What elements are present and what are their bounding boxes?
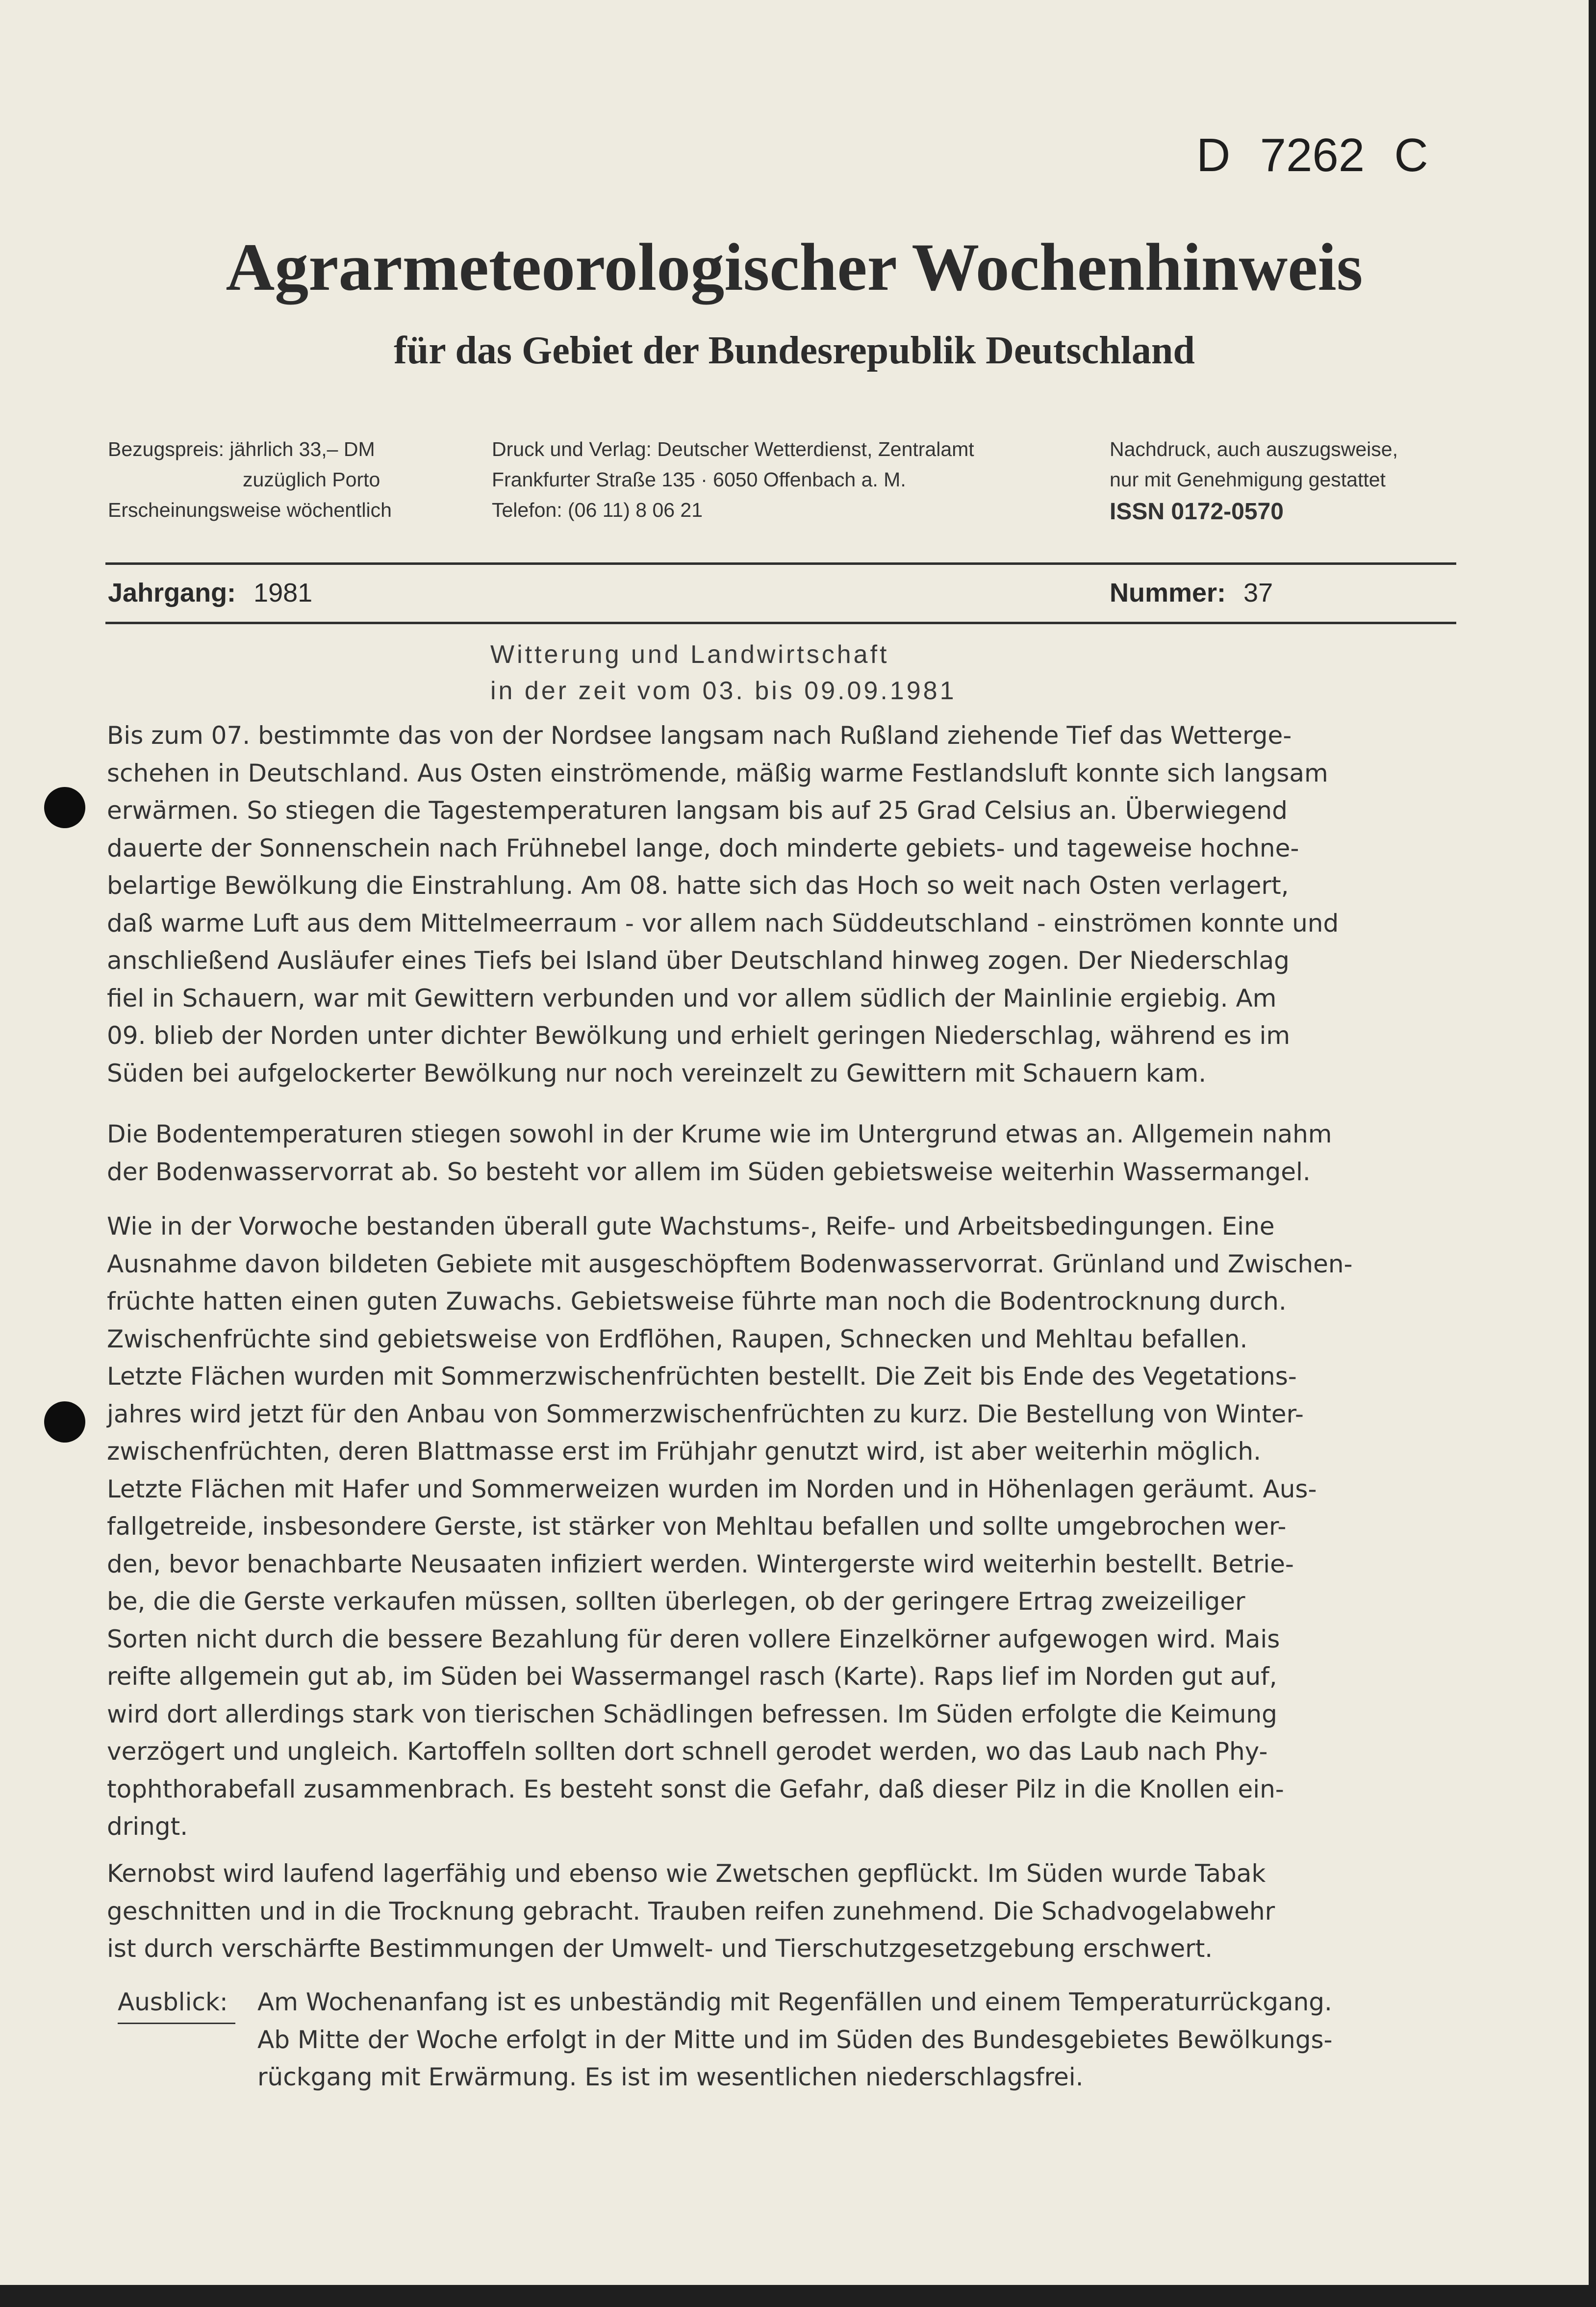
text-line: Zwischenfrüchte sind gebietsweise von Erdflöhen, Raupen, Schnecken und Mehltau befallen. — [107, 1324, 1248, 1353]
text-line: Ab Mitte der Woche erfolgt in der Mitte und im Süden des Bundesgebietes Bewölkungs- — [257, 2025, 1333, 2054]
publisher-info — [492, 434, 974, 525]
paragraph-crops — [107, 1208, 1460, 1846]
outlook-underline — [118, 2023, 235, 2024]
text-line: Süden bei aufgelockerter Bewölkung nur noch vereinzelt zu Gewittern mit Schauern kam. — [107, 1059, 1207, 1088]
publication-code: D 7262 C — [1196, 129, 1428, 181]
text-line: Wie in der Vorwoche bestanden überall gute Wachstums-, Reife- und Arbeitsbedingungen. Eine — [107, 1212, 1275, 1241]
text-line: der Bodenwasservorrat ab. So besteht vor allem im Süden gebietsweise weiterhin Wassermangel. — [107, 1157, 1311, 1186]
phone-line: Telefon: (06 11) 8 06 21 — [492, 499, 703, 521]
text-line: Sorten nicht durch die bessere Bezahlung für deren vollere Einzelkörner aufgewogen wird. Mais — [107, 1624, 1280, 1653]
year-label: Jahrgang: — [108, 578, 236, 608]
paragraph-fruit — [107, 1855, 1460, 1968]
text-line: fallgetreide, insbesondere Gerste, ist stärker von Mehltau befallen und sollte umgebrochen wer- — [107, 1512, 1287, 1541]
rights-info — [1110, 434, 1398, 527]
issue-number-field — [1110, 578, 1273, 608]
heading-dates: in der zeit vom 03. bis 09.09.1981 — [490, 677, 957, 705]
document-subtitle: für das Gebiet der Bundesrepublik Deutschland — [394, 329, 1195, 372]
text-line: zwischenfrüchten, deren Blattmasse erst im Frühjahr genutzt wird, ist aber weiterhin möglich. — [107, 1437, 1262, 1466]
text-line: belartige Bewölkung die Einstrahlung. Am 08. hatte sich das Hoch so weit nach Osten verlagert, — [107, 871, 1289, 900]
punch-hole — [44, 787, 85, 828]
divider-bottom — [105, 622, 1456, 624]
document-title: Agrarmeteorologischer Wochenhinweis — [226, 229, 1363, 304]
paragraph-text — [107, 1855, 1460, 1968]
text-line: reifte allgemein gut ab, im Süden bei Wassermangel rasch (Karte). Raps lief im Norden gut auf, — [107, 1662, 1277, 1691]
issn: ISSN 0172-0570 — [1110, 499, 1284, 525]
text-line: früchte hatten einen guten Zuwachs. Gebietsweise führte man noch die Bodentrocknung durch. — [107, 1287, 1287, 1316]
text-line: Ausnahme davon bildeten Gebiete mit ausgeschöpftem Bodenwasservorrat. Grünland und Zwischen- — [107, 1249, 1353, 1278]
text-line: wird dort allerdings stark von tierischen Schädlingen befressen. Im Süden erfolgte die Keimung — [107, 1699, 1277, 1728]
year-field — [108, 578, 312, 608]
text-line: fiel in Schauern, war mit Gewittern verbunden und vor allem südlich der Mainlinie ergiebig. Am — [107, 984, 1277, 1013]
paragraph-soil — [107, 1115, 1460, 1191]
text-line: anschließend Ausläufer eines Tiefs bei Island über Deutschland hinweg zogen. Der Niederschlag — [107, 946, 1290, 975]
subscription-info — [108, 434, 392, 525]
text-line: Bis zum 07. bestimmte das von der Nordsee langsam nach Rußland ziehende Tief das Wetterge- — [107, 721, 1292, 750]
number-label: Nummer: — [1110, 578, 1226, 608]
text-line: dringt. — [107, 1812, 188, 1841]
text-line: Die Bodentemperaturen stiegen sowohl in der Krume wie im Untergrund etwas an. Allgemein nahm — [107, 1120, 1332, 1148]
text-line: daß warme Luft aus dem Mittelmeerraum - vor allem nach Süddeutschland - einströmen konnte und — [107, 909, 1339, 938]
text-line: ist durch verschärfte Bestimmungen der Umwelt- und Tierschutzgesetzgebung erschwert. — [107, 1934, 1213, 1963]
paragraph-text — [107, 717, 1460, 1092]
address-line: Frankfurter Straße 135 · 6050 Offenbach a. M. — [492, 468, 906, 491]
reprint-line: Nachdruck, auch auszugsweise, — [1110, 438, 1398, 460]
punch-hole — [44, 1401, 85, 1443]
permission-line: nur mit Genehmigung gestattet — [1110, 468, 1386, 491]
divider-top — [105, 562, 1456, 565]
text-line: Kernobst wird laufend lagerfähig und ebenso wie Zwetschen gepflückt. Im Süden wurde Tabak — [107, 1859, 1266, 1888]
postage-line: zuzüglich Porto — [243, 468, 380, 491]
text-line: tophthorabefall zusammenbrach. Es besteht sonst die Gefahr, daß dieser Pilz in die Knollen ein- — [107, 1775, 1284, 1803]
text-line: jahres wird jetzt für den Anbau von Sommerzwischenfrüchten zu kurz. Die Bestellung von Winter- — [107, 1399, 1304, 1428]
text-line: den, bevor benachbarte Neusaaten infiziert werden. Wintergerste wird weiterhin bestellt. Betrie- — [107, 1549, 1294, 1578]
text-line: erwärmen. So stiegen die Tagestemperaturen langsam bis auf 25 Grad Celsius an. Überwiegend — [107, 796, 1288, 825]
text-line: dauerte der Sonnenschein nach Frühnebel lange, doch minderte gebiets- und tageweise hochne- — [107, 834, 1299, 862]
outlook-text — [257, 1983, 1333, 2096]
heading-line: Witterung und Landwirtschaft — [490, 640, 889, 669]
year-value: 1981 — [253, 578, 313, 608]
text-line: Am Wochenanfang ist es unbeständig mit Regenfällen und einem Temperaturrückgang. — [257, 1988, 1332, 2016]
text-line: Letzte Flächen wurden mit Sommerzwischenfrüchten bestellt. Die Zeit bis Ende des Vegetations- — [107, 1362, 1297, 1391]
text-line: 09. blieb der Norden unter dichter Bewölkung und erhielt geringen Niederschlag, während es im — [107, 1021, 1291, 1050]
text-line: verzögert und ungleich. Kartoffeln sollten dort schnell gerodet werden, wo das Laub nach Phy- — [107, 1737, 1268, 1766]
frequency-line: Erscheinungsweise wöchentlich — [108, 499, 392, 521]
price-line: Bezugspreis: jährlich 33,– DM — [108, 438, 375, 460]
number-value: 37 — [1243, 578, 1273, 608]
paragraph-weather — [107, 717, 1460, 1092]
text-line: Letzte Flächen mit Hafer und Sommerweizen wurden im Norden und in Höhenlagen geräumt. Aus- — [107, 1474, 1317, 1503]
outlook-label: Ausblick: — [118, 1988, 228, 2016]
text-line: schehen in Deutschland. Aus Osten einströmende, mäßig warme Festlandsluft konnte sich langsam — [107, 759, 1328, 787]
text-line: geschnitten und in die Trocknung gebracht. Trauben reifen zunehmend. Die Schadvogelabwehr — [107, 1897, 1275, 1926]
section-heading — [490, 636, 956, 709]
text-line: be, die die Gerste verkaufen müssen, sollten überlegen, ob der geringere Ertrag zweizeiliger — [107, 1587, 1245, 1616]
paragraph-text — [107, 1208, 1460, 1846]
paragraph-text — [107, 1115, 1460, 1191]
publisher-line: Druck und Verlag: Deutscher Wetterdienst, Zentralamt — [492, 438, 974, 460]
text-line: rückgang mit Erwärmung. Es ist im wesentlichen niederschlagsfrei. — [257, 2063, 1084, 2091]
